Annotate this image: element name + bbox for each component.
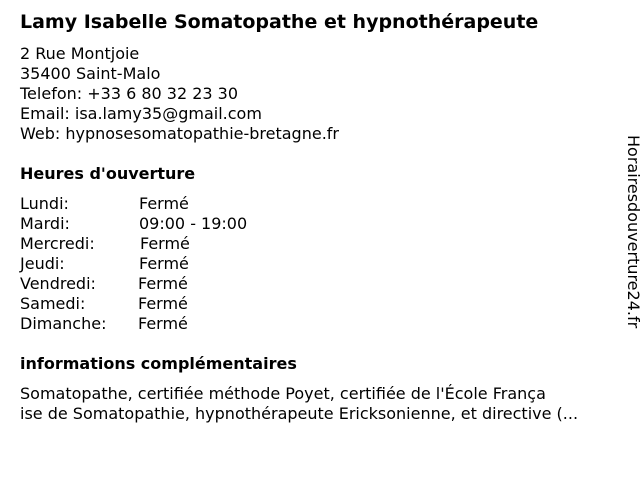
hours-value: Fermé [138, 314, 188, 333]
hours-row-thursday [20, 254, 320, 274]
hours-value: Fermé [140, 234, 190, 253]
hours-row-friday [20, 274, 320, 294]
additional-info-text [20, 384, 630, 424]
hours-row-sunday [20, 314, 320, 334]
day-label: Mercredi: [20, 234, 95, 253]
business-name-title: Lamy Isabelle Somatopathe et hypnothérapeute [20, 11, 539, 33]
hours-value: Fermé [139, 254, 189, 273]
info-line-1: Somatopathe, certifiée méthode Poyet, certifiée de l'École França [20, 384, 546, 403]
day-label: Dimanche: [20, 314, 107, 333]
hours-row-tuesday [20, 214, 320, 234]
contact-block [20, 44, 339, 144]
hours-row-wednesday [20, 234, 320, 254]
day-label: Jeudi: [20, 254, 65, 273]
opening-hours-table [20, 194, 320, 334]
hours-row-monday [20, 194, 320, 214]
city-postal: 35400 Saint-Malo [20, 64, 161, 83]
hours-value: 09:00 - 19:00 [139, 214, 248, 233]
day-label: Mardi: [20, 214, 70, 233]
additional-info-heading: informations complémentaires [20, 354, 297, 373]
email-address: Email: isa.lamy35@gmail.com [20, 104, 262, 123]
hours-value: Fermé [138, 274, 188, 293]
day-label: Samedi: [20, 294, 86, 313]
day-label: Vendredi: [20, 274, 96, 293]
phone-number: Telefon: +33 6 80 32 23 30 [20, 84, 239, 103]
hours-value: Fermé [138, 294, 188, 313]
street-address: 2 Rue Montjoie [20, 44, 140, 63]
opening-hours-heading: Heures d'ouverture [20, 164, 196, 183]
info-line-2: ise de Somatopathie, hypnothérapeute Ericksonienne, et directive (... [20, 404, 579, 423]
site-watermark: Horairesdouverture24.fr [624, 135, 643, 329]
hours-row-saturday [20, 294, 320, 314]
day-label: Lundi: [20, 194, 69, 213]
hours-value: Fermé [139, 194, 189, 213]
website: Web: hypnosesomatopathie-bretagne.fr [20, 124, 339, 143]
